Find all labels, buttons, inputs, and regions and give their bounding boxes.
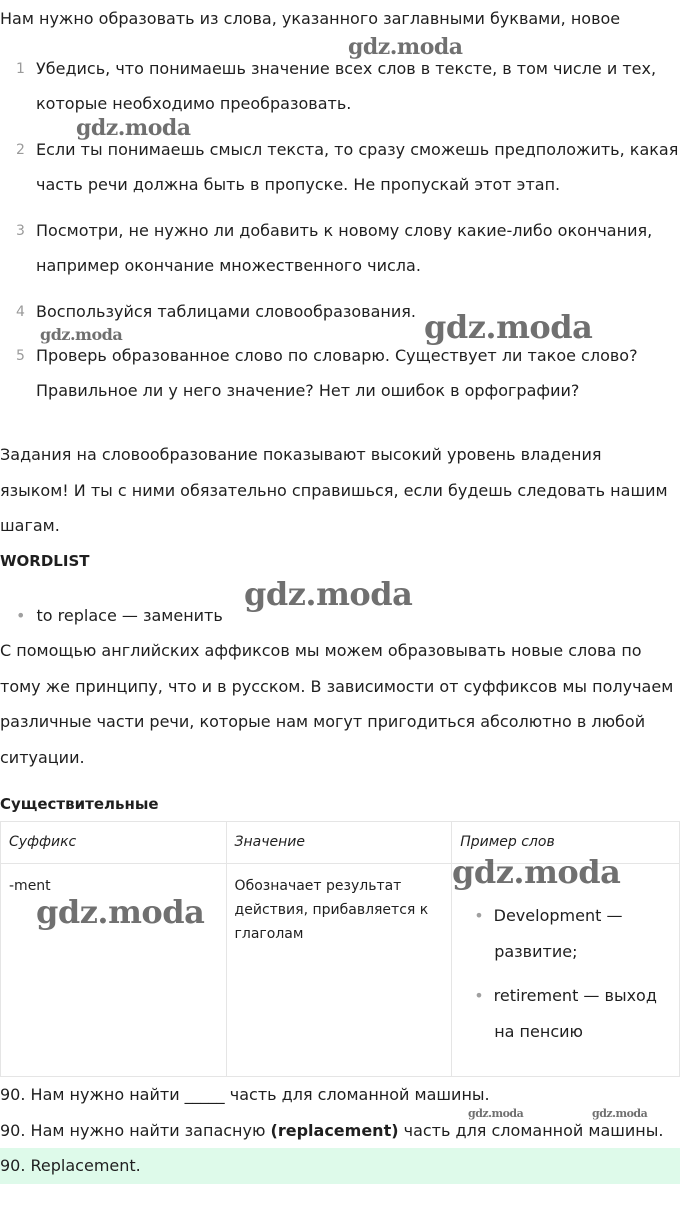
paragraph-line: шагам. (0, 516, 60, 535)
paragraph-line: различные части речи, которые нам могут пригодиться абсолютно в любой (0, 712, 646, 731)
meaning-line: Обозначает результат (234, 878, 402, 894)
step-text: Проверь образованное слово по словарю. Существует ли такое слово? (36, 346, 638, 365)
table-cell-examples (452, 864, 680, 1077)
answer-box (0, 1148, 680, 1184)
watermark-logo: gdz.moda (76, 115, 191, 141)
nouns-title: Существительные (0, 795, 159, 813)
watermark-logo: gdz.moda (244, 575, 413, 613)
step-text: Если ты понимаешь смысл текста, то сразу сможешь предположить, какая (36, 140, 679, 159)
watermark-logo: gdz.moda (424, 308, 593, 346)
wordlist-item (16, 606, 223, 626)
watermark-logo: gdz.moda (452, 853, 621, 891)
paragraph-line: тому же принципу, что и в русском. В зависимости от суффиксов мы получаем (0, 677, 674, 696)
bullet-icon: • (474, 986, 484, 1005)
paragraph-line: ситуации. (0, 748, 85, 767)
watermark-logo: gdz.moda (468, 1107, 524, 1120)
wordlist-item-text: to replace — заменить (36, 606, 223, 625)
step-number: 4 (16, 304, 25, 320)
step-text: Правильное ли у него значение? Нет ли ошибок в орфографии? (36, 381, 580, 400)
solution-post: часть для сломанной машины. (398, 1121, 664, 1140)
example-text: на пенсию (494, 1022, 583, 1041)
watermark-logo: gdz.moda (36, 893, 205, 931)
step-text: часть речи должна быть в пропуске. Не пропускай этот этап. (36, 175, 561, 194)
watermark-logo: gdz.moda (40, 325, 123, 344)
bullet-icon: • (474, 906, 484, 925)
table-header-cell: Значение (226, 822, 452, 864)
step-text: Убедись, что понимаешь значение всех слов в тексте, в том числе и тех, (36, 59, 657, 78)
meaning-line: действия, прибавляется к (234, 902, 429, 918)
solution-bold: (replacement) (270, 1121, 399, 1140)
example-text: Development — (493, 906, 623, 925)
intro-text: Нам нужно образовать из слова, указанного заглавными буквами, новое (0, 9, 621, 28)
example-item (474, 978, 671, 1050)
step-number: 5 (16, 348, 25, 364)
step-text: Воспользуйся таблицами словообразования. (36, 302, 416, 321)
solution-text (0, 1121, 663, 1141)
example-text: retirement — выход (493, 986, 657, 1005)
step-text: которые необходимо преобразовать. (36, 94, 352, 113)
table-header-cell: Пример слов (452, 822, 680, 864)
solution-pre: 90. Нам нужно найти запасную (0, 1121, 271, 1140)
step-number: 2 (16, 142, 25, 158)
step-number: 1 (16, 61, 25, 77)
step-number: 3 (16, 223, 25, 239)
watermark-logo: gdz.moda (348, 34, 463, 60)
meaning-line: глаголам (234, 926, 304, 942)
table-cell-meaning (226, 864, 452, 1077)
example-item (474, 898, 671, 970)
paragraph-line: языком! И ты с ними обязательно справишься, если будешь следовать нашим (0, 481, 668, 500)
watermark-logo: gdz.moda (592, 1107, 648, 1120)
bullet-icon: • (16, 606, 26, 625)
suffix-value: -ment (9, 878, 51, 894)
table-header-cell: Суффикс (1, 822, 227, 864)
answer-text: 90. Replacement. (0, 1156, 141, 1175)
task-text: 90. Нам нужно найти _____ часть для сломанной машины. (0, 1085, 490, 1104)
step-text: Посмотри, не нужно ли добавить к новому слову какие-либо окончания, (36, 221, 653, 240)
paragraph-line: Задания на словообразование показывают высокий уровень владения (0, 445, 602, 464)
step-text: например окончание множественного числа. (36, 256, 421, 275)
wordlist-title: WORDLIST (0, 552, 90, 570)
paragraph-line: С помощью английских аффиксов мы можем образовывать новые слова по (0, 641, 642, 660)
example-text: развитие; (494, 942, 578, 961)
